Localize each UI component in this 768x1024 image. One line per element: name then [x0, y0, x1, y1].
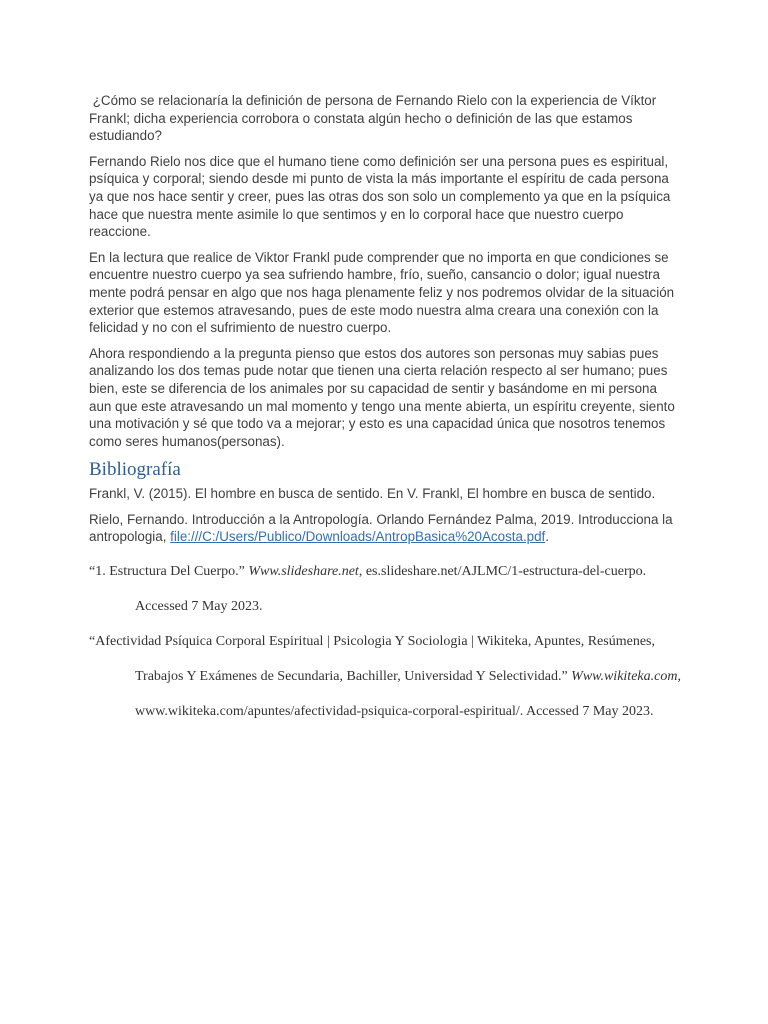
document-content — [89, 92, 681, 729]
reference-rielo-text: Rielo, Fernando. Introducción a la Antropología. Orlando Fernández Palma, 2019. Introducciona la antropologia, — [89, 511, 673, 545]
reference-frankl: Frankl, V. (2015). El hombre en busca de sentido. En V. Frankl, El hombre en busca de sentido. — [89, 486, 656, 502]
reference-slideshare — [89, 554, 681, 624]
question-paragraph — [89, 92, 681, 145]
reference-wikiteka — [89, 624, 681, 729]
reference-rielo-link[interactable]: file:///C:/Users/Publico/Downloads/AntropBasica%20Acosta.pdf — [170, 529, 546, 545]
reference-wikiteka-rest: , www.wikiteka.com/apuntes/afectividad-psiquica-corporal-espiritual/. Accessed 7 May 2023. — [135, 669, 681, 720]
reference-rielo — [89, 511, 681, 546]
reference-rielo-end: . — [545, 529, 550, 545]
reference-slideshare-title: “1. Estructura Del Cuerpo.” — [89, 564, 249, 580]
reference-wikiteka-site: Www.wikiteka.com — [571, 669, 678, 685]
body-paragraph-3: Ahora respondiendo a la pregunta pienso que estos dos autores son personas muy sabias pues analizando los dos temas pude notar que tienen una cierta relación respecto al ser humano; pues bien, este se diferencia de los animales por su capacidad de sentir y basándome en mi persona aun que este atravesando un mal momento y tengo una mente abierta, un espíritu creyente, siento una motivación y sé que todo va a mejorar; y esto es una capacidad única que nosotros tenemos como seres humanos(personas). — [89, 345, 675, 449]
body-paragraph-1: Fernando Rielo nos dice que el humano tiene como definición ser una persona pues es espiritual, psíquica y corporal; siendo desde mi punto de vista la más importante el espíritu de cada persona ya que nos hace sentir y creer, pues las otras dos son solo un complemento ya que en la psíquica hace que nuestra mente asimile lo que sentimos y en lo corporal hace que nuestro cuerpo reaccione. — [89, 153, 671, 240]
body-paragraph-2: En la lectura que realice de Viktor Frankl pude comprender que no importa en que condiciones se encuentre nuestro cuerpo ya sea sufriendo hambre, frío, sueño, cansancio o dolor; igual nuestra mente podrá pensar en algo que nos haga plenamente feliz y nos podremos olvidar de la situación exterior que estemos atravesando, pues de este modo nuestra alma creara una conexión con la felicidad y no con el sufrimiento de nuestro cuerpo. — [89, 249, 675, 336]
reference-slideshare-site: Www.slideshare.net — [248, 564, 359, 580]
question-text: ¿Cómo se relacionaría la definición de persona de Fernando Rielo con la experiencia de Víktor Frankl; dicha experiencia corrobora o constata algún hecho o definición de las que estamos estudiando? — [89, 93, 657, 144]
reference-wikiteka-title: “Afectividad Psíquica Corporal Espiritual | Psicologia Y Sociologia | Wikiteka, Apuntes, Resúmenes, Trabajos Y Exámenes de Secundaria, Bachiller, Universidad Y Selectividad.” — [89, 634, 655, 685]
bibliography-heading: Bibliografía — [89, 459, 181, 481]
reference-slideshare-rest: , es.slideshare.net/AJLMC/1-estructura-del-cuerpo. Accessed 7 May 2023. — [135, 564, 647, 615]
